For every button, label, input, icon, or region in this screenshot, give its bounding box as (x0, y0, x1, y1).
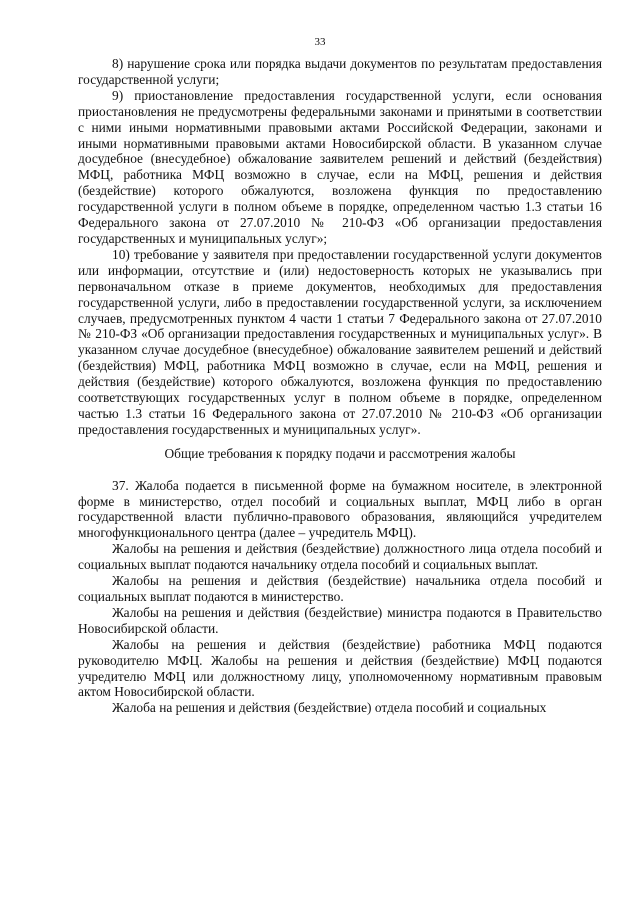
paragraph-item-9: 9) приостановление предоставления государственной услуги, если основания приостановления не предусмотрены федеральными законами и принятыми в соответствии с ними иными нормативными правовыми актами Российской Федерации, законами и иными нормативными правовыми актами Новосибирской области. В указанном случае досудебное (внесудебное) обжалование заявителем решений и действий (бездействия) МФЦ, работника МФЦ возможно в случае, если на МФЦ, решения и действия (бездействие) которого обжалуются, возложена функция по предоставлению государственной услуги в полном объеме в порядке, определенном частью 1.3 статьи 16 Федерального закона от 27.07.2010 № 210-ФЗ «Об организации предоставления государственных и муниципальных услуг»; (78, 87, 602, 246)
document-body (78, 56, 602, 716)
paragraph-complaint-head: Жалобы на решения и действия (бездействие) начальника отдела пособий и социальных выплат подаются в министерство. (78, 573, 602, 604)
section-heading: Общие требования к порядку подачи и рассмотрения жалобы (164, 445, 516, 461)
paragraph-item-10: 10) требование у заявителя при предоставлении государственной услуги документов или информации, отсутствие и (или) недостоверность которых не указывались при первоначальном отказе в приеме документов, необходимых для предоставления государственной услуги, либо в предоставлении государственной услуги, за исключением случаев, предусмотренных пунктом 4 части 1 статьи 7 Федерального закона от 27.07.2010 № 210-ФЗ «Об организации предоставления государственных и муниципальных услуг». В указанном случае досудебное (внесудебное) обжалование заявителем решений и действий (бездействия) МФЦ, работника МФЦ возможно в случае, если на МФЦ, решения и действия (бездействие) которого обжалуются, возложена функция по предоставлению соответствующих государственных услуг в полном объеме в порядке, определенном частью 1.3 статьи 16 Федерального закона от 27.07.2010 № 210-ФЗ «Об организации предоставления государственных и муниципальных услуг». (78, 246, 602, 437)
paragraph-37: 37. Жалоба подается в письменной форме на бумажном носителе, в электронной форме в министерство, отдел пособий и социальных выплат, МФЦ либо в орган государственной власти публично-правового образования, являющийся учредителем многофункционального центра (далее – учредитель МФЦ). (78, 477, 602, 541)
paragraph-item-8: 8) нарушение срока или порядка выдачи документов по результатам предоставления государственной услуги; (78, 56, 602, 87)
page-number: 33 (314, 36, 326, 48)
paragraph-complaint-department: Жалоба на решения и действия (бездействие) отдела пособий и социальных (112, 700, 547, 716)
paragraph-complaint-mfc: Жалобы на решения и действия (бездействие) работника МФЦ подаются руководителю МФЦ. Жалобы на решения и действия (бездействие) МФЦ подаются учредителю МФЦ или должностному лицу, уполномоченному нормативным правовым актом Новосибирской области. (78, 636, 602, 700)
paragraph-complaint-official: Жалобы на решения и действия (бездействие) должностного лица отдела пособий и социальных выплат подаются начальнику отдела пособий и социальных выплат. (78, 541, 602, 573)
paragraph-complaint-minister: Жалобы на решения и действия (бездействие) министра подаются в Правительство Новосибирской области. (78, 604, 602, 636)
